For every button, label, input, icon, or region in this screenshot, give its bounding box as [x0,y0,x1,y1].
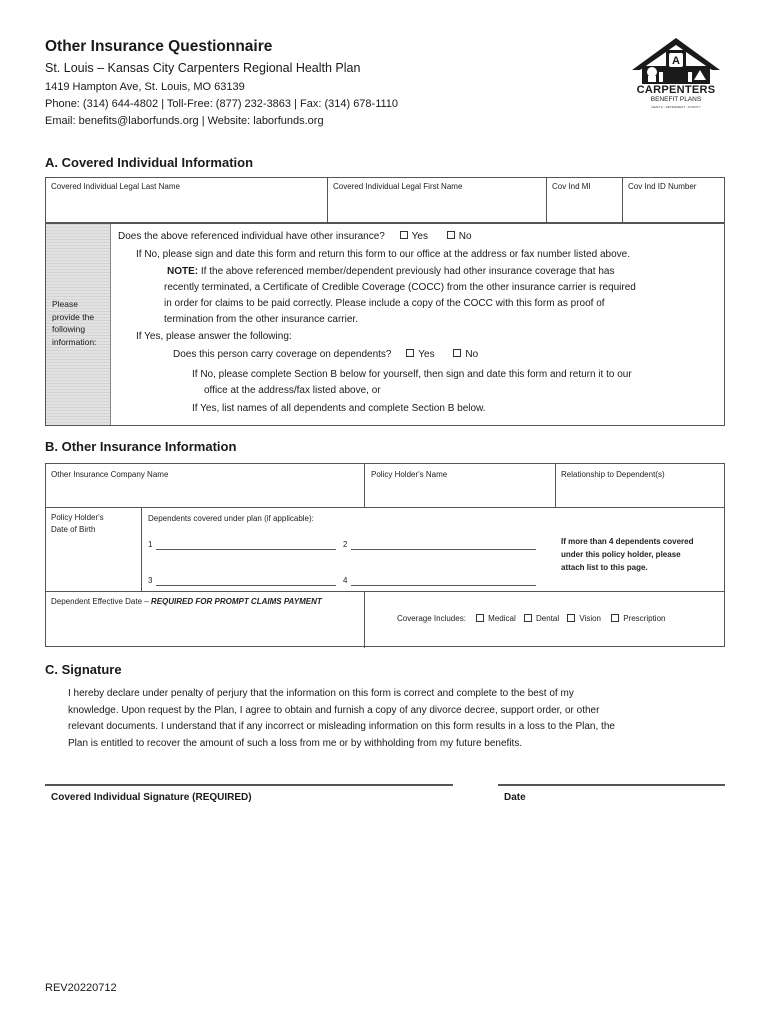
dob-label [51,512,104,536]
dep-yes-line: If Yes, list names of all dependents and complete Section B below. [192,403,486,414]
company-input[interactable] [49,482,361,505]
medical-option[interactable] [476,614,516,623]
dependents-label: Dependents covered under plan (if applicable): [148,514,314,523]
date-line[interactable] [498,784,725,786]
dependent-number-2: 2 [343,540,348,549]
more-note-3: attach list to this page. [561,563,648,572]
declaration-line-4: Plan is entitled to recover the amount of such a loss from me or by withholding from my future benefits. [68,737,523,749]
dental-option[interactable] [524,614,559,623]
note-line-3: in order for claims to be paid correctly. Please include a copy of the COCC with this form as proof of [164,298,605,309]
checkbox-icon [476,614,484,622]
yes-label: Yes [418,349,435,360]
q1-no-option[interactable] [447,231,472,242]
section-c-heading: C. Signature [45,662,122,677]
dep-no-line-1: If No, please complete Section B below for yourself, then sign and date this form and return it to our [192,369,632,380]
holder-name-label: Policy Holder's Name [371,470,448,479]
dependent-3-input[interactable] [156,585,336,586]
declaration-paragraph [68,686,615,752]
q2-yes-option[interactable] [406,349,434,360]
effective-date-required: REQUIRED FOR PROMPT CLAIMS PAYMENT [150,597,322,606]
checkbox-icon [400,231,408,239]
logo-sub: BENEFIT PLANS [650,96,702,103]
medical-label: Medical [488,614,516,624]
checkbox-icon [567,614,575,622]
holder-name-input[interactable] [367,482,552,505]
relationship-label: Relationship to Dependent(s) [561,470,665,479]
effective-date-label [51,597,322,606]
more-dependents-note [561,535,693,574]
prescription-option[interactable] [611,614,665,623]
more-note-2: under this policy holder, please [561,550,681,559]
form-title: Other Insurance Questionnaire [45,38,273,55]
coverage-label: Coverage Includes: [397,614,466,624]
checkbox-icon [453,349,461,357]
q2-no-option[interactable] [453,349,478,360]
effective-date-text: Dependent Effective Date – [51,597,151,606]
note-line-2: recently terminated, a Certificate of Credible Coverage (COCC) from the other insurance carrier is required [164,282,636,293]
id-number-input[interactable] [625,194,723,220]
dependents-question [173,349,478,360]
carpenters-logo [628,36,724,112]
organization-name: St. Louis – Kansas City Carpenters Regional Health Plan [45,61,361,75]
declaration-line-2: knowledge. Upon request by the Plan, I agree to obtain and furnish a copy of any divorce decree, support order, or other [68,704,600,716]
phone-line: Phone: (314) 644-4802 | Toll-Free: (877) 232-3863 | Fax: (314) 678-1110 [45,98,399,110]
svg-text:A: A [672,55,680,67]
side-label: Please provide the following information: [52,299,97,347]
dependent-number-4: 4 [343,576,348,585]
effective-date-input[interactable] [49,609,361,645]
more-note-1: If more than 4 dependents covered [561,537,694,546]
declaration-line-1: I hereby declare under penalty of perjury that the information on this form is correct and complete to the best of my [68,688,574,699]
dental-label: Dental [535,614,560,624]
note-line-4: termination from the other insurance carrier. [164,314,358,325]
yes-label: Yes [411,231,428,242]
side-panel [46,224,111,425]
no-label: No [458,231,472,242]
note-line-1 [167,266,614,277]
no-label: No [465,349,479,360]
vision-label: Vision [579,614,601,624]
section-b-heading: B. Other Insurance Information [45,439,237,454]
section-a-heading: A. Covered Individual Information [45,155,254,170]
checkbox-icon [524,614,532,622]
dob-label-2: Date of Birth [51,525,96,534]
address: 1419 Hampton Ave, St. Louis, MO 63139 [45,81,245,93]
note-text-1: If the above referenced member/dependent previously had other insurance coverage that has [200,266,615,277]
checkbox-icon [406,349,414,357]
first-name-input[interactable] [330,194,543,220]
dep-no-line-2: office at the address/fax listed above, or [204,385,381,396]
other-insurance-question-box [45,223,725,426]
declaration-line-3: relevant documents. I understand that if any incorrect or misleading information on this form results in a loss to the Plan, the [68,721,615,732]
relationship-input[interactable] [558,482,723,505]
dependent-number-1: 1 [148,540,153,549]
id-number-label: Cov Ind ID Number [628,182,697,191]
coverage-includes-row [397,614,665,624]
revision-code: REV20220712 [45,982,117,994]
if-no-instruction: If No, please sign and date this form and return this form to our office at the address or fax number listed above. [136,249,630,260]
email-line: Email: benefits@laborfunds.org | Website: laborfunds.org [45,115,324,127]
if-yes-instruction: If Yes, please answer the following: [136,331,292,342]
q1-text: Does the above referenced individual have other insurance? [118,231,385,242]
signature-label: Covered Individual Signature (REQUIRED) [51,792,252,803]
signature-line[interactable] [45,784,453,786]
other-insurance-table [45,463,725,647]
mi-label: Cov Ind MI [552,182,591,191]
company-label: Other Insurance Company Name [51,470,169,479]
other-insurance-question [118,231,472,242]
last-name-input[interactable] [48,194,324,220]
dependent-2-input[interactable] [351,549,536,550]
logo-name: CARPENTERS [636,84,716,96]
note-label: NOTE: [167,266,199,277]
vision-option[interactable] [567,614,601,623]
prescription-label: Prescription [623,614,666,624]
dependent-1-input[interactable] [156,549,336,550]
dependent-number-3: 3 [148,576,153,585]
first-name-label: Covered Individual Legal First Name [333,182,463,191]
q2-text: Does this person carry coverage on dependents? [173,349,392,360]
dependent-4-input[interactable] [351,585,536,586]
date-label: Date [504,792,526,803]
logo-tagline: HEALTH · RETIREMENT · ANNUITY [651,105,701,109]
q1-yes-option[interactable] [400,231,428,242]
mi-input[interactable] [549,194,619,220]
checkbox-icon [611,614,619,622]
logo-house-icon [628,36,724,86]
checkbox-icon [447,231,455,239]
covered-individual-table [45,177,725,223]
last-name-label: Covered Individual Legal Last Name [51,182,180,191]
dob-label-1: Policy Holder's [51,513,104,522]
